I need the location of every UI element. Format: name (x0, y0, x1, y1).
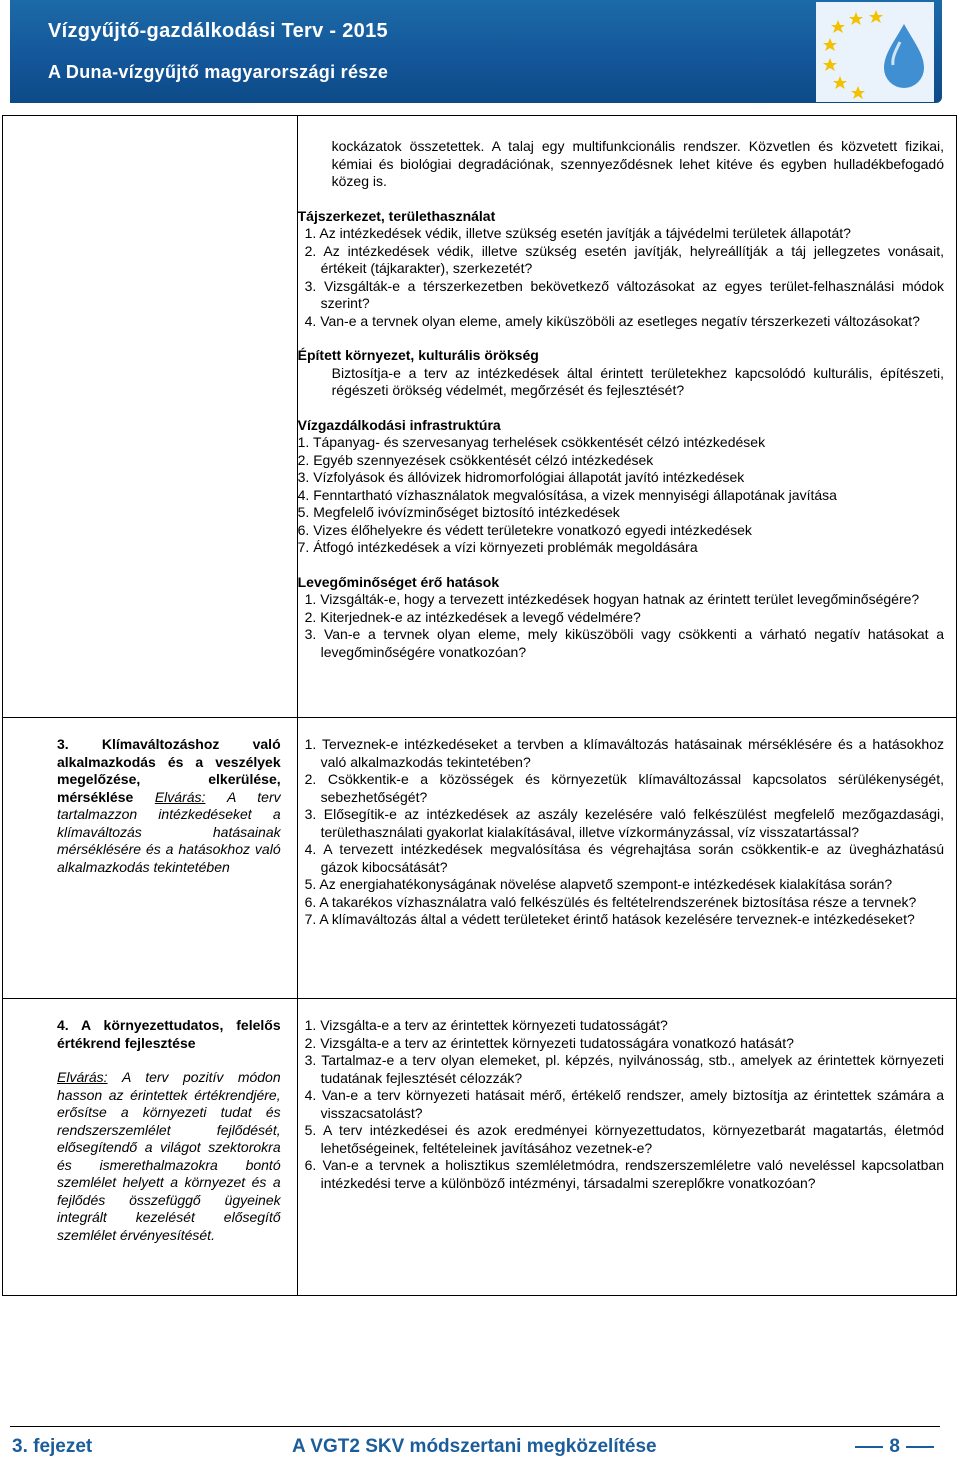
list-item: 5. Megfelelő ivóvízminőséget biztosító intézkedések (297, 504, 620, 520)
footer-title: A VGT2 SKV módszertani megközelítése (292, 1436, 657, 1457)
row3-left-cell (3, 999, 298, 1296)
expectation-label: Elvárás: (154, 788, 206, 805)
section-title-landscape: Tájszerkezet, területhasználat (297, 207, 496, 224)
intro-text: kockázatok összetettek. A talaj egy multifunkcionális rendszer. Közvetlen és közvetett fizikai, kémiai és biológiai degradációnak, szennyeződésnek lehet kitéve és egyben hulladékbefogadó közeg is. (331, 138, 944, 189)
section-title-heritage: Épített környezet, kulturális örökség (297, 347, 539, 363)
header-banner (10, 0, 942, 103)
table-row (3, 116, 957, 718)
row1-left-cell (3, 116, 298, 718)
row1-right-cell (297, 116, 956, 718)
list-item: 1. Vizsgálták-e, hogy a tervezett intézkedések hogyan hatnak az érintett terület levegőminőségére? (304, 591, 920, 607)
list-item: 7. Átfogó intézkedések a vízi környezeti problémák megoldására (297, 539, 698, 555)
list-item: 1. Terveznek-e intézkedéseket a tervben a klímaváltozás hatásainak mérséklésére és a hatásokhoz való alkalmazkodás tekintetében? (304, 736, 944, 770)
list-item: 5. A terv intézkedései és azok eredményei környezettudatos, környezetbarát magatartás, életmód lehetőségeinek, feltételeinek javításához vezetnek-e? (304, 1122, 944, 1156)
heritage-text: Biztosítja-e a terv az intézkedések által érintett területekhez kapcsolódó kulturális, építészeti, régészeti örökség védelmét, megőrzését és fejlesztését? (331, 364, 944, 398)
table-row (3, 999, 957, 1296)
list-item: 6. A takarékos vízhasználatra való felkészülés és feltételrendszerének biztosítása része a tervnek? (304, 893, 917, 910)
criterion-title: 4. A környezettudatos, felelős értékrend fejlesztése (57, 1017, 281, 1051)
list-item: 3. Van-e a tervnek olyan eleme, mely kiküszöböli vagy csökkenti a várható negatív hatásokat a levegőminőségére vonatkozóan? (304, 626, 944, 660)
list-item: 2. Az intézkedések védik, illetve szükség esetén javítják, helyreállítják a táj jellegzetes vonásait, értékeit (tájkarakter), szerkezetét? (304, 242, 944, 276)
list-item: 4. Van-e a tervnek olyan eleme, amely kiküszöböli az esetleges negatív térszerkezeti változásokat? (304, 312, 920, 329)
footer-chapter: 3. fejezet (12, 1436, 93, 1457)
eu-stars-water-drop-icon (816, 2, 934, 102)
list-item: 1. Vizsgálta-e a terv az érintettek környezeti tudatosságát? (304, 1017, 668, 1033)
header-subtitle: A Duna-vízgyűjtő magyarországi része (48, 62, 389, 82)
expectation-text: A terv pozitív módon hasson az érintettek értékrendjére, erősítse a környezeti tudat és rendszerszemlélet fejlődését, elősegítendő a világot szektorokra és ismerethalmazokra bontó szemlélet helyett a környezet és a fejlődés összefüggő ügyeinek integrált kezelését elősegítő szemlélet érvényesítését. (57, 1069, 281, 1243)
list-item: 4. Van-e a terv környezeti hatásait mérő, értékelő rendszer, amely biztosítja az érintettek számára a visszacsatolást? (304, 1087, 944, 1121)
row3-right-cell (297, 999, 956, 1296)
table-row (3, 718, 957, 999)
header-title: Vízgyűjtő-gazdálkodási Terv - 2015 (48, 20, 388, 42)
list-item: 6. Vizes élőhelyekre és védett területekre vonatkozó egyedi intézkedések (297, 521, 752, 538)
criterion-title: 3. Klímaváltozáshoz való alkalmazkodás és a veszélyek megelőzése, elkerülése, mérséklése (57, 736, 281, 805)
list-item: 4. Fenntartható vízhasználatok megvalósítása, a vizek mennyiségi állapotának javítása (297, 486, 837, 503)
list-item: 2. Vizsgálta-e a terv az érintettek környezeti tudatosságára vonatkozó hatását? (304, 1034, 794, 1051)
footer-page-number (849, 1436, 940, 1458)
footer-divider (10, 1426, 940, 1427)
list-item: 2. Egyéb szennyezések csökkentését célzó intézkedések (297, 451, 654, 468)
section-title-infrastructure: Vízgazdálkodási infrastruktúra (297, 416, 501, 433)
list-item: 1. Az intézkedések védik, illetve szükség esetén javítják a tájvédelmi területek állapotát? (304, 225, 851, 241)
section-title-air: Levegőminőséget érő hatások (297, 573, 500, 590)
row2-right-cell (297, 718, 956, 999)
list-item: 5. Az energiahatékonyságának növelése alapvető szempont-e intézkedések kialakítása során? (304, 876, 893, 892)
page-footer (0, 1425, 960, 1459)
list-item: 2. Kiterjednek-e az intézkedések a levegő védelmére? (304, 608, 641, 625)
list-item: 1. Tápanyag- és szervesanyag terhelések csökkentését célzó intézkedések (297, 434, 766, 450)
expectation-label: Elvárás: (57, 1069, 108, 1085)
list-item: 3. Vizsgálták-e a térszerkezetben bekövetkező változásokat az egyes terület-felhasználási módok szerint? (304, 277, 944, 311)
list-item: 3. Tartalmaz-e a terv olyan elemeket, pl. képzés, nyilvánosság, stb., amelyek az érintettek környezeti tudatának fejlesztését célozzák? (304, 1052, 944, 1086)
list-item: 4. A tervezett intézkedések megvalósítása és végrehajtása során csökkentik-e az üvegházhatású gázok kibocsátását? (304, 841, 944, 875)
list-item: 2. Csökkentik-e a közösségek és környezetük klímaváltozással kapcsolatos sérülékenységét, sebezhetőségét? (304, 771, 944, 805)
page-number: 8 (889, 1436, 900, 1457)
row2-left-cell (3, 718, 298, 999)
list-item: 3. Elősegítik-e az intézkedések az aszály kezelésére való felkészülést megfelelő mezőgazdasági, területhasználati gyakorlat kialakításával, illetve vízkormányzással, víz visszatartással? (304, 806, 944, 840)
dash-decoration (906, 1446, 934, 1448)
criteria-table (2, 115, 957, 1296)
list-item: 7. A klímaváltozás által a védett területeket érintő hatások kezelésére terveznek-e intézkedéseket? (304, 911, 915, 927)
dash-decoration (855, 1446, 883, 1448)
expectation-text: A terv tartalmazzon intézkedéseket a klímaváltozás hatásainak mérséklésére és a hatásokhoz való alkalmazkodás tekintetében (57, 788, 281, 875)
list-item: 3. Vízfolyások és állóvizek hidromorfológiai állapotát javító intézkedések (297, 469, 745, 485)
list-item: 6. Van-e a tervnek a holisztikus szemléletmódra, rendszerszemléletre való neveléssel kapcsolatban intézkedési terve a különböző intézményi, társadalmi szereplőkre vonatkozóan? (304, 1157, 944, 1191)
